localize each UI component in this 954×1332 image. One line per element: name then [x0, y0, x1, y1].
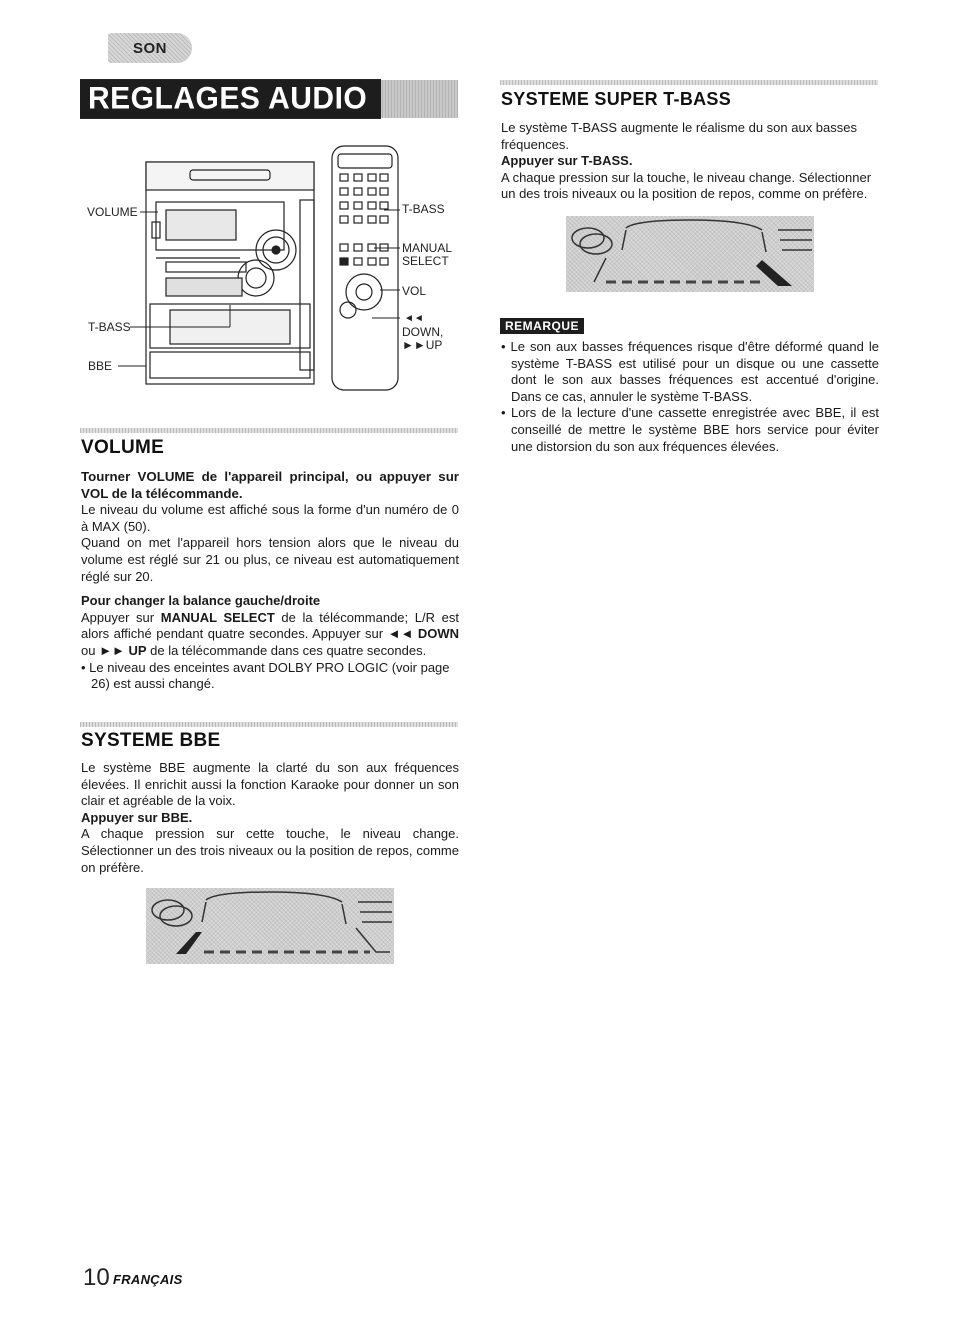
- remarque-note-1: • Le son aux basses fréquences risque d'être déformé quand le système T-BASS est utilisé pour un disque ou une cassette dont le son aux basses fréquences est accentué d'origine. Dans ce cas, annuler le système T-BASS.: [501, 339, 879, 404]
- label-down: DOWN,: [402, 325, 444, 339]
- balance-text-2: de la télécommande; L/R est alors affiché pendant quatre secondes. Appuyer sur: [81, 609, 459, 642]
- bbe-display-image: [146, 888, 394, 964]
- tbass-heading: SYSTEME SUPER T-BASS: [501, 89, 732, 109]
- volume-para-2: Quand on met l'appareil hors tension alors que le niveau du volume est réglé sur 21 ou plus, ce niveau est automatiquement réglé sur 20.: [81, 535, 459, 584]
- tbass-divider: [500, 80, 878, 85]
- tbass-instruction: Appuyer sur T-BASS.: [501, 153, 633, 169]
- label-down-arrows: ◄◄: [404, 313, 424, 324]
- balance-up: ►► UP: [99, 642, 147, 658]
- volume-instruction: Tourner VOLUME de l'appareil principal, ou appuyer sur VOL de la télécommande.: [81, 469, 459, 501]
- stereo-system-illustration: [80, 140, 460, 400]
- page-title: REGLAGES AUDIO: [80, 79, 381, 119]
- balance-note: • Le niveau des enceintes avant DOLBY PRO LOGIC (voir page 26) est aussi changé.: [81, 659, 450, 692]
- label-volume: VOLUME: [87, 205, 138, 219]
- label-vol: VOL: [402, 284, 427, 298]
- label-manual: MANUAL: [402, 241, 453, 255]
- tbass-display-drawing: [566, 216, 814, 292]
- remarque-note-2: • Lors de la lecture d'une cassette enregistrée avec BBE, il est conseillé de mettre le système BBE hors service pour éviter une distorsion du son aux fréquences élevées.: [501, 405, 879, 454]
- balance-heading: Pour changer la balance gauche/droite: [81, 593, 321, 609]
- remarque-label: REMARQUE: [500, 318, 584, 334]
- bbe-display-drawing: [146, 888, 394, 964]
- volume-para-1: Le niveau du volume est affiché sous la forme d'un numéro de 0 à MAX (50).: [81, 502, 459, 534]
- balance-text: [81, 610, 459, 660]
- tbass-para-2: A chaque pression sur la touche, le niveau change. Sélectionner un des trois niveaux ou la position de repos, comme on préfère.: [501, 169, 872, 202]
- tbass-body: [501, 120, 879, 203]
- balance-down: ◄◄ DOWN: [387, 626, 459, 642]
- volume-divider: [80, 428, 458, 433]
- bbe-body: [81, 760, 459, 876]
- tbass-para-1: Le système T-BASS augmente le réalisme du son aux basses fréquences.: [501, 120, 858, 152]
- balance-manual-select: MANUAL SELECT: [160, 609, 275, 625]
- label-t-bass-remote: T-BASS: [402, 202, 445, 216]
- volume-body: [81, 469, 459, 693]
- page-number: 10: [83, 1264, 110, 1291]
- label-up: ►►UP: [402, 338, 443, 352]
- label-select: SELECT: [402, 254, 449, 268]
- balance-text-3: ou: [81, 642, 96, 658]
- tbass-display-image: [566, 216, 814, 292]
- bbe-heading: SYSTEME BBE: [81, 730, 221, 751]
- device-diagram: [80, 140, 460, 400]
- bbe-divider: [80, 722, 458, 727]
- bbe-para-1: Le système BBE augmente la clarté du son aux fréquences élevées. Il enrichit aussi la fonction Karaoke pour donner un son clair et agréable de la voix.: [81, 760, 459, 809]
- balance-text-1: Appuyer sur: [81, 609, 155, 625]
- footer-language: FRANÇAIS: [113, 1272, 183, 1287]
- bbe-para-2: A chaque pression sur cette touche, le niveau change. Sélectionner un des trois niveaux ou la position de repos, comme on préfère.: [81, 826, 459, 875]
- volume-heading: VOLUME: [81, 437, 165, 458]
- label-t-bass-main: T-BASS: [88, 320, 131, 334]
- section-tab: SON: [108, 33, 192, 63]
- remarque-notes: [501, 339, 879, 455]
- label-bbe: BBE: [88, 359, 113, 373]
- balance-text-4: de la télécommande dans ces quatre secondes.: [150, 642, 427, 658]
- bbe-instruction: Appuyer sur BBE.: [81, 809, 193, 825]
